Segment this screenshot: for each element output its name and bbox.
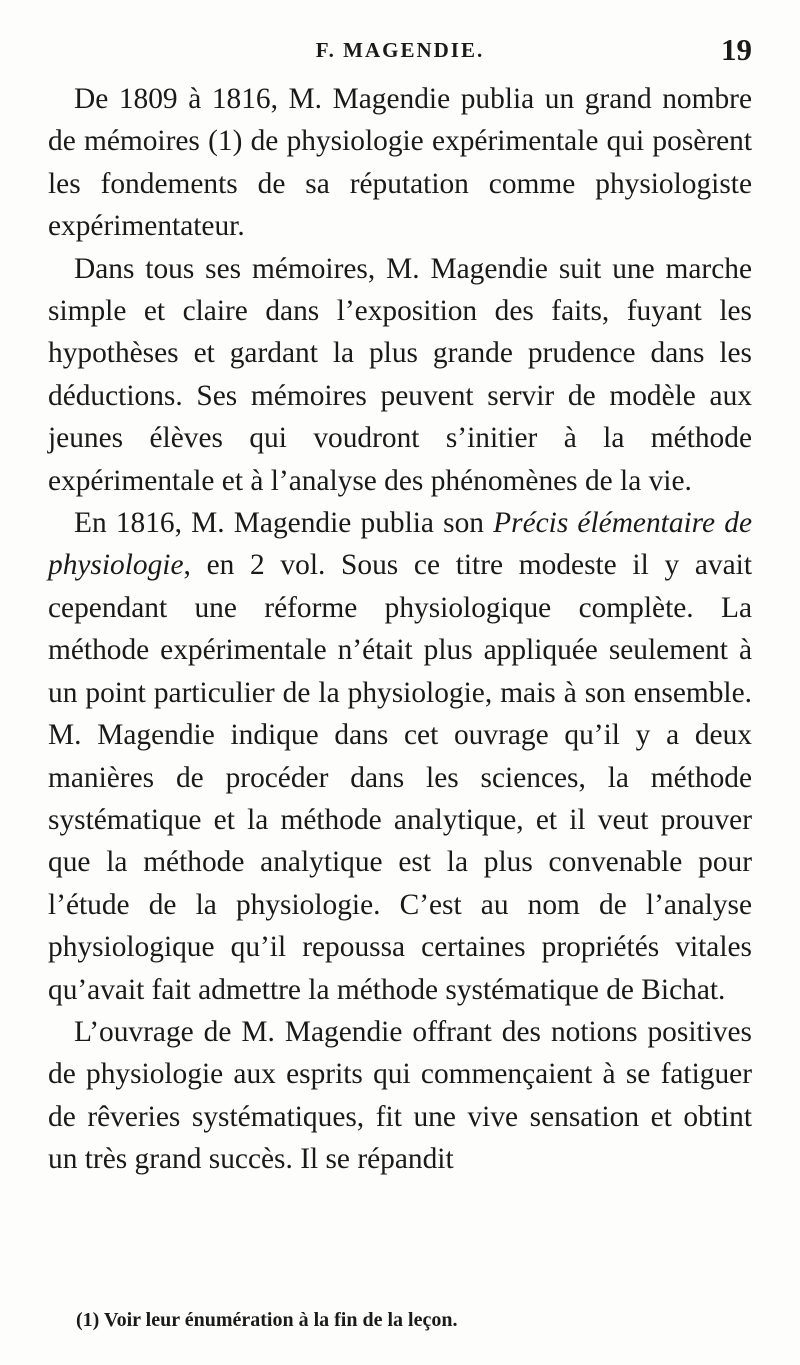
paragraph-3-start: En 1816, M. Magendie publia son (74, 507, 494, 540)
paragraph-3 (48, 502, 752, 1011)
paragraph-1: De 1809 à 1816, M. Magendie publia un grand nombre de mémoires (1) de physiologie expérimentale qui posèrent les fondements de sa réputation comme physiologiste expérimentateur. (48, 83, 752, 243)
book-title-italic: Précis élémentaire de physiologie (48, 507, 752, 582)
paragraph-2: Dans tous ses mémoires, M. Magendie suit une marche simple et claire dans l’exposition des faits, fuyant les hypothèses et gardant la plus grande prudence dans les déductions. Ses mémoires peuvent servir de modèle aux jeunes élèves qui voudront s’initier à la méthode expérimentale et à l’analyse des phénomènes de la vie. (48, 252, 752, 497)
body-text (48, 78, 752, 1181)
footnote: (1) Voir leur énumération à la fin de la leçon. (76, 1309, 458, 1331)
paragraph-3-rest: , en 2 vol. Sous ce titre modeste il y avait cependant une réforme physiologique complète. La méthode expérimentale n’était plus appliquée seulement à un point particulier de la physiologie, mais à son ensemble. M. Magendie indique dans cet ouvrage qu’il y a deux manières de procéder dans les sciences, la méthode systématique et la méthode analytique, et il veut prouver que la méthode analytique est la plus convenable pour l’étude de la physiologie. C’est au nom de l’analyse physiologique qu’il repoussa certaines propriétés vitales qu’avait fait admettre la méthode systématique de Bichat. (48, 549, 752, 1006)
page-number: 19 (721, 32, 752, 67)
paragraph-4: L’ouvrage de M. Magendie offrant des notions positives de physiologie aux esprits qui commençaient à se fatiguer de rêveries systématiques, fit une vive sensation et obtint un très grand succès. Il se répandit (48, 1015, 752, 1176)
running-head-title: F. MAGENDIE. (315, 38, 485, 62)
running-head (48, 30, 752, 70)
